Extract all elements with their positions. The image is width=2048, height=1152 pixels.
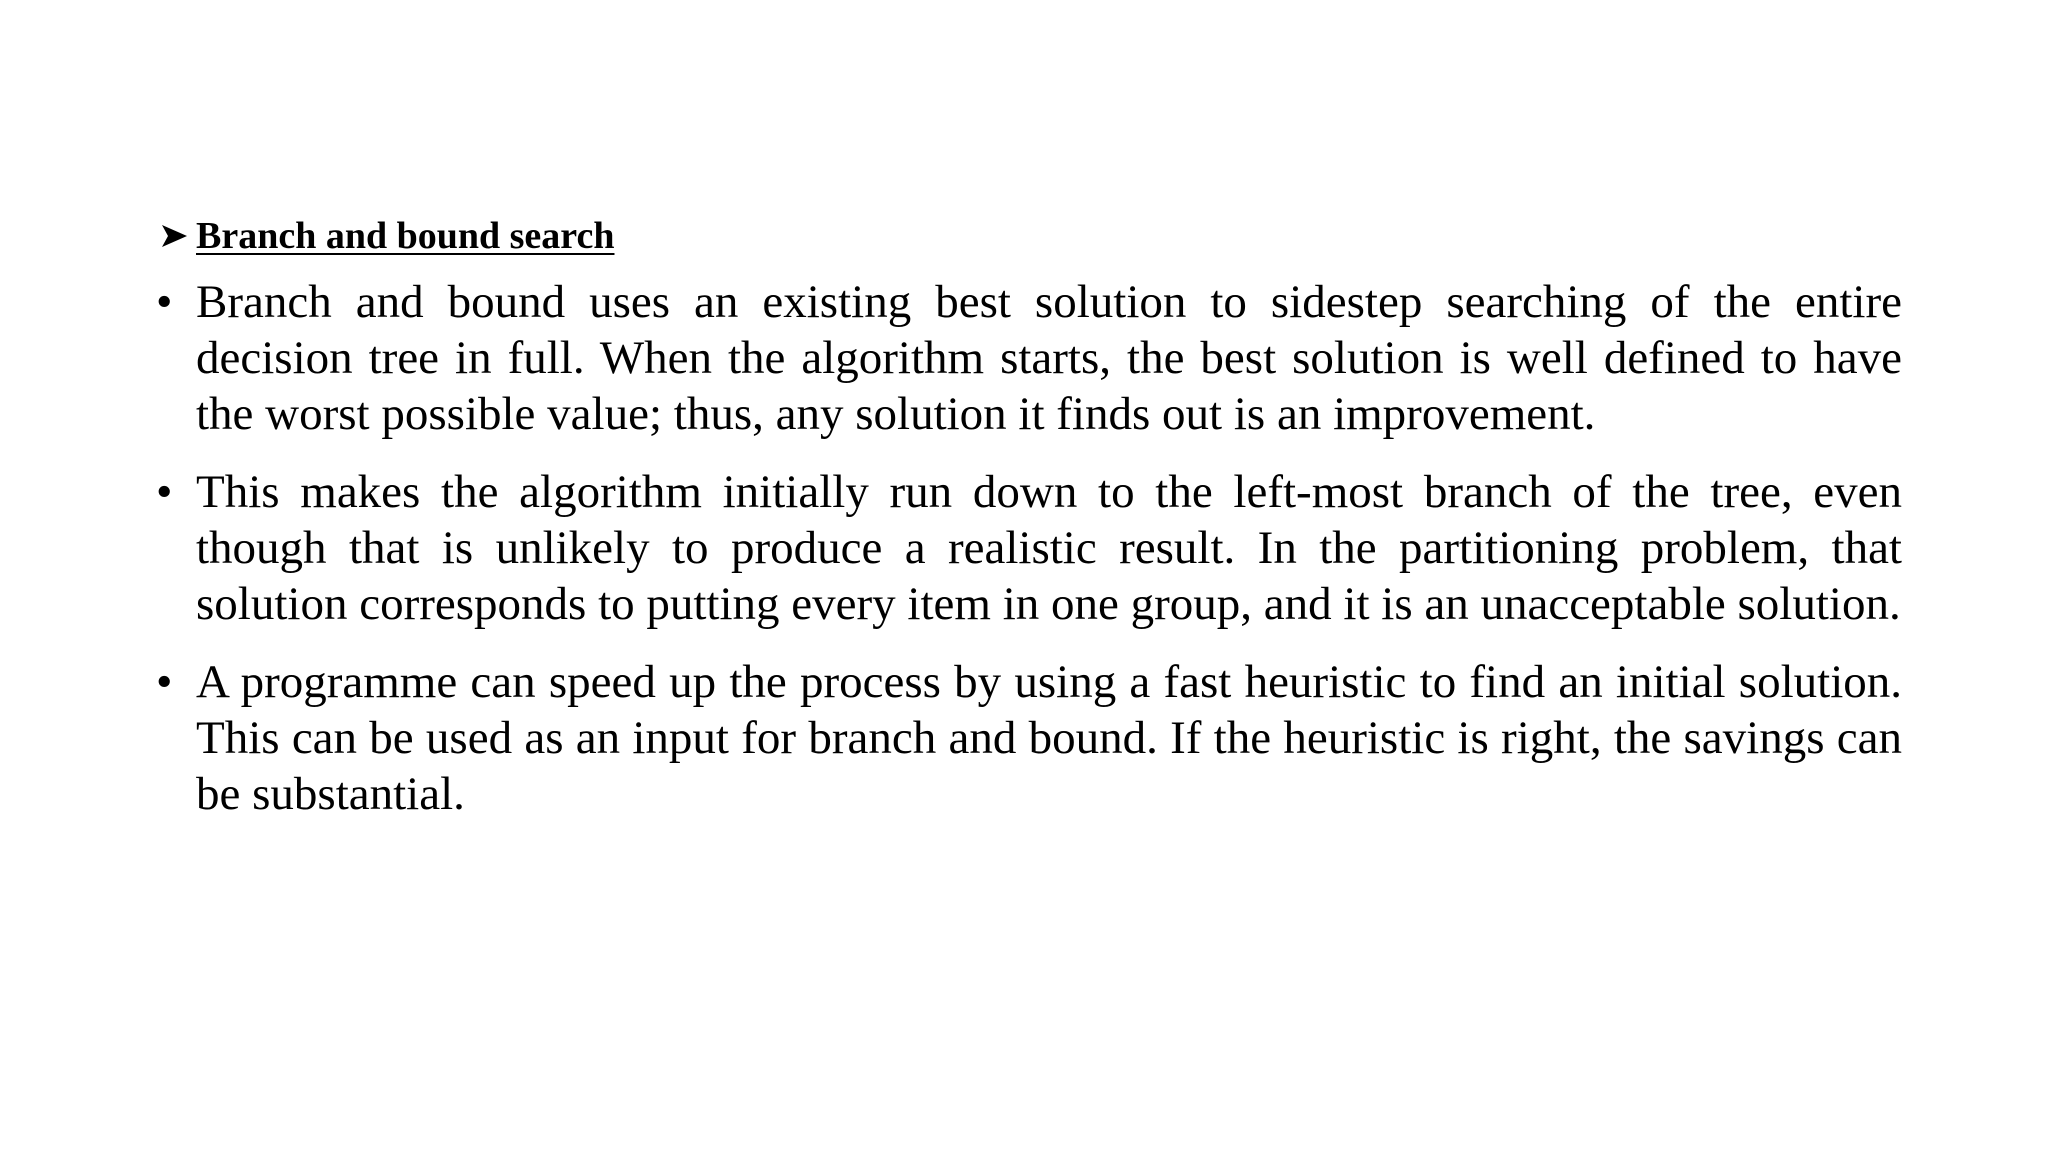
bullet-text: A programme can speed up the process by using a fast heuristic to find an initial solution. This can be used as an input for branch and bound. If the heuristic is right, the savings can be substantial. — [196, 656, 1902, 820]
section-heading — [156, 208, 1902, 264]
bullet-text: This makes the algorithm initially run down to the left-most branch of the tree, even though that is unlikely to produce a realistic result. In the partitioning problem, that solution corresponds to putting every item in one group, and it is an unacceptable solution. — [196, 466, 1902, 630]
arrow-right-icon — [156, 218, 194, 254]
bullet-item — [156, 654, 1902, 822]
slide-content — [156, 208, 1902, 844]
bullet-dot: • — [156, 276, 173, 328]
bullet-dot: • — [156, 656, 173, 708]
bullet-list — [156, 274, 1902, 822]
bullet-text: Branch and bound uses an existing best solution to sidestep searching of the entire decision tree in full. When the algorithm starts, the best solution is well defined to have the worst possible value; thus, any solution it finds out is an improvement. — [196, 276, 1902, 440]
bullet-item — [156, 274, 1902, 442]
bullet-item — [156, 464, 1902, 632]
bullet-dot: • — [156, 466, 173, 518]
heading-title: Branch and bound search — [196, 215, 615, 257]
